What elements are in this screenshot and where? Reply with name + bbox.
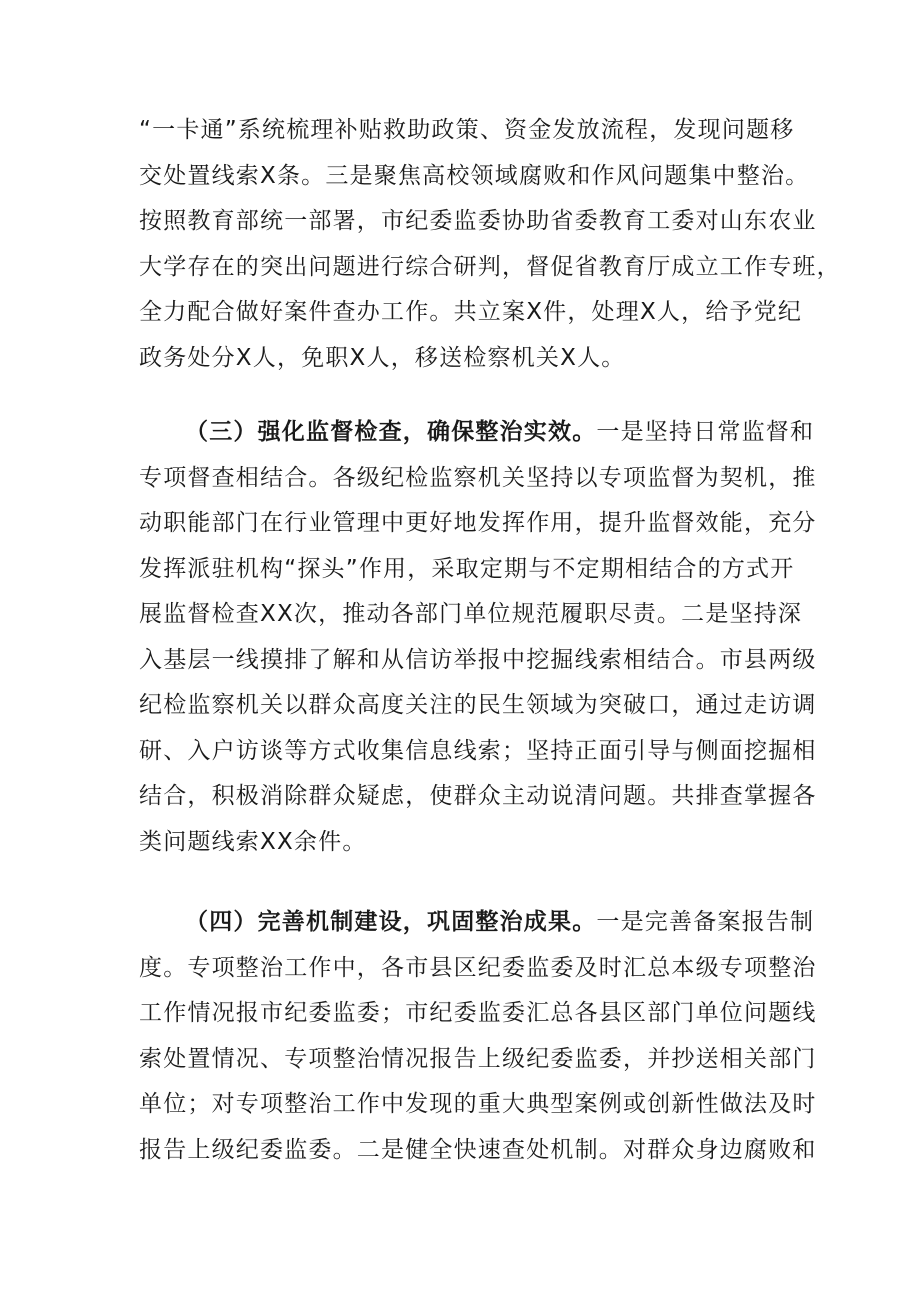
paragraph-2-line: 入基层一线摸排了解和从信访举报中挖掘线索相结合。市县两级 <box>139 646 817 673</box>
paragraph-2-line: 研、入户访谈等方式收集信息线索；坚持正面引导与侧面挖掘相 <box>139 737 817 764</box>
paragraph-1-line: 政务处分X人，免职X人，移送检察机关X人。 <box>139 344 626 371</box>
paragraph-3-line: 度。专项整治工作中，各市县区纪委监委及时汇总本级专项整治 <box>139 954 817 981</box>
paragraph-3-first-line-text: 一是完善备案报告制 <box>596 909 815 935</box>
paragraph-2-line: 结合，积极消除群众疑虑，使群众主动说清问题。共排查掌握各 <box>139 783 817 809</box>
paragraph-3-line: 单位；对专项整治工作中发现的重大典型案例或创新性做法及时 <box>139 1091 817 1117</box>
paragraph-1-line: 全力配合做好案件查办工作。共立案X件，处理X人，给予党纪 <box>139 299 803 325</box>
paragraph-1-line: 按照教育部统一部署，市纪委监委协助省委教育工委对山东农业 <box>139 208 817 234</box>
paragraph-1-line: 交处置线索X条。三是聚焦高校领域腐败和作风问题集中整治。 <box>139 162 810 189</box>
section-heading-4: （四）完善机制建设，巩固整治成果。 <box>185 909 597 935</box>
paragraph-2 <box>139 410 817 865</box>
paragraph-3-first-line <box>139 900 815 946</box>
paragraph-2-line: 专项督查相结合。各级纪检监察机关坚持以专项监督为契机，推 <box>139 464 817 491</box>
paragraph-3 <box>139 900 817 1173</box>
paragraph-2-first-line-text: 一是坚持日常监督和 <box>596 419 815 445</box>
paragraph-2-line: 纪检监察机关以群众高度关注的民生领域为突破口，通过走访调 <box>139 692 817 718</box>
paragraph-2-line: 动职能部门在行业管理中更好地发挥作用，提升监督效能，充分 <box>139 510 817 536</box>
paragraph-1-line: 大学存在的突出问题进行综合研判，督促省教育厅成立工作专班， <box>139 253 841 280</box>
paragraph-2-line: 展监督检查XX次，推动各部门单位规范履职尽责。二是坚持深 <box>139 601 803 627</box>
paragraph-3-line: 索处置情况、专项整治情况报告上级纪委监委，并抄送相关部门 <box>139 1045 817 1072</box>
paragraph-3-line: 工作情况报市纪委监委；市纪委监委汇总各县区部门单位问题线 <box>139 1000 817 1026</box>
paragraph-1 <box>139 108 841 381</box>
paragraph-3-line: 报告上级纪委监委。二是健全快速查处机制。对群众身边腐败和 <box>139 1136 817 1163</box>
section-heading-3: （三）强化监督检查，确保整治实效。 <box>185 419 597 445</box>
paragraph-2-line: 类问题线索XX余件。 <box>139 828 367 855</box>
paragraph-2-first-line <box>139 410 815 456</box>
paragraph-1-line: “一卡通”系统梳理补贴救助政策、资金发放流程，发现问题移 <box>139 117 795 143</box>
paragraph-2-line: 发挥派驻机构“探头”作用，采取定期与不定期相结合的方式开 <box>139 555 795 582</box>
